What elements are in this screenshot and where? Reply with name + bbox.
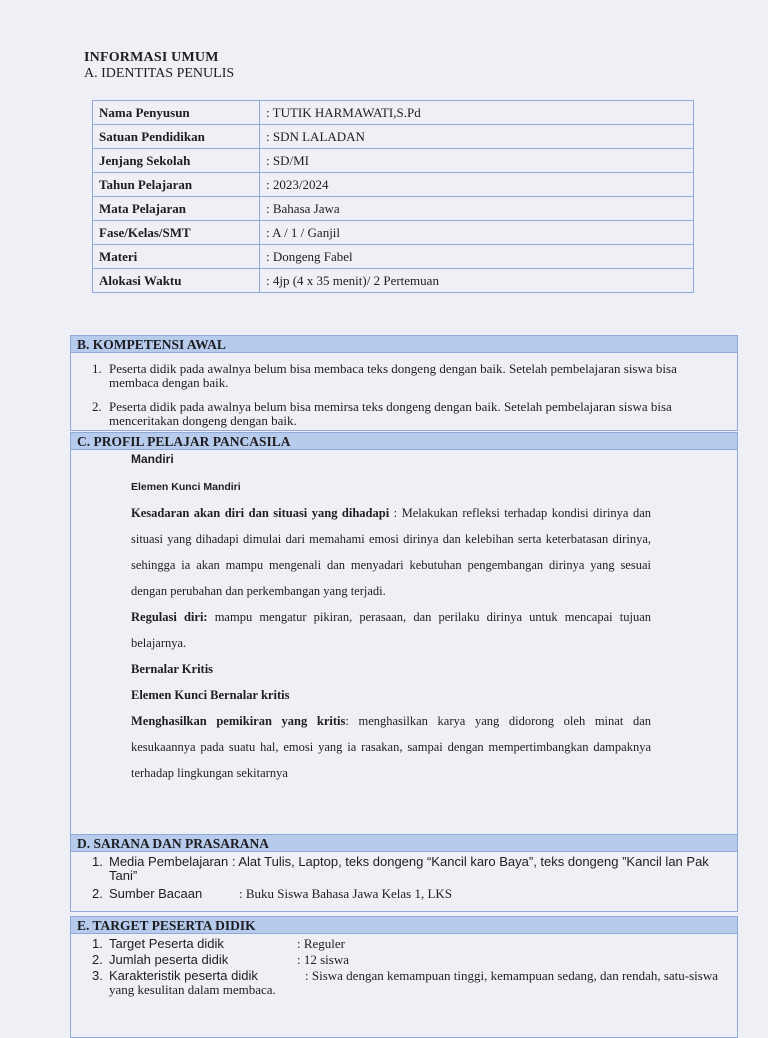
item-value: : Buku Siswa Bahasa Jawa Kelas 1, LKS: [239, 886, 453, 901]
row-value: : Dongeng Fabel: [260, 245, 694, 269]
item-number: 2.: [92, 886, 103, 901]
item-number: 3.: [92, 968, 103, 983]
table-row: [93, 173, 694, 197]
kesadaran-paragraph: [131, 500, 651, 604]
row-value: : SD/MI: [260, 149, 694, 173]
row-key: Alokasi Waktu: [93, 269, 260, 293]
table-row: [93, 101, 694, 125]
list-item: [71, 937, 727, 953]
list-item: [71, 953, 727, 969]
row-value: : Bahasa Jawa: [260, 197, 694, 221]
item-value: : Reguler: [297, 936, 346, 951]
kompetensi-awal-heading: B. KOMPETENSI AWAL: [71, 336, 737, 353]
item-value: : Siswa dengan kemampuan tinggi, kemampuan sedang, dan rendah, satu-siswa yang kesulitan dalam membaca.: [109, 968, 719, 997]
regulasi-label: Regulasi diri:: [131, 610, 208, 624]
target-peserta-heading: E. TARGET PESERTA DIDIK: [71, 917, 737, 934]
kompetensi-awal-section: [70, 335, 738, 431]
row-key: Fase/Kelas/SMT: [93, 221, 260, 245]
identitas-penulis-subtitle: A. IDENTITAS PENULIS: [84, 66, 235, 81]
regulasi-paragraph: [131, 604, 651, 656]
row-key: Jenjang Sekolah: [93, 149, 260, 173]
bernalar-kritis-title: Bernalar Kritis: [131, 662, 214, 676]
item-value: : 12 siswa: [297, 952, 349, 967]
list-item: [71, 969, 727, 997]
item-number: 2.: [92, 399, 102, 414]
row-key: Materi: [93, 245, 260, 269]
item-text: Peserta didik pada awalnya belum bisa memirsa teks dongeng dengan baik. Setelah pembelajaran siswa bisa menceritakan dongeng dengan baik.: [109, 399, 672, 428]
row-key: Nama Penyusun: [93, 101, 260, 125]
row-value: : TUTIK HARMAWATI,S.Pd: [260, 101, 694, 125]
table-row: [93, 149, 694, 173]
table-row: [93, 245, 694, 269]
row-key: Mata Pelajaran: [93, 197, 260, 221]
list-item: [71, 887, 727, 901]
sarana-prasarana-section: [70, 834, 738, 912]
item-number: 1.: [92, 936, 103, 951]
item-label: Karakteristik peserta didik: [109, 968, 258, 983]
list-item: [71, 362, 729, 400]
item-label: Jumlah peserta didik: [109, 952, 229, 967]
row-value: : A / 1 / Ganjil: [260, 221, 694, 245]
item-number: 1.: [92, 854, 103, 869]
menghasilkan-text: : menghasilkan karya yang didorong oleh minat dan kesukaannya pada suatu hal, emosi yang ia rasakan, sampai dengan mempertimbangkan dampaknya terhadap lingkungan sekitarnya: [131, 714, 651, 780]
table-row: [93, 197, 694, 221]
menghasilkan-paragraph: [131, 708, 651, 786]
row-key: Tahun Pelajaran: [93, 173, 260, 197]
profil-pelajar-heading: C. PROFIL PELAJAR PANCASILA: [71, 433, 737, 450]
list-item: [71, 855, 727, 887]
item-label: Sumber Bacaan: [109, 886, 203, 901]
informasi-umum-title: INFORMASI UMUM: [84, 50, 219, 65]
mandiri-elemen-title: Elemen Kunci Mandiri: [131, 481, 241, 493]
table-row: [93, 125, 694, 149]
item-text: Media Pembelajaran : Alat Tulis, Laptop, teks dongeng “Kancil karo Baya”, teks dongeng ”Kancil lan Pak Tani”: [109, 854, 709, 883]
list-item: [71, 400, 729, 428]
table-row: [93, 269, 694, 293]
bernalar-elemen-title: Elemen Kunci Bernalar kritis: [131, 688, 290, 702]
menghasilkan-label: Menghasilkan pemikiran yang kritis: [131, 714, 346, 728]
item-number: 2.: [92, 952, 103, 967]
row-value: : 2023/2024: [260, 173, 694, 197]
sarana-prasarana-heading: D. SARANA DAN PRASARANA: [71, 835, 737, 852]
identitas-table: [92, 100, 694, 293]
item-number: 1.: [92, 361, 102, 376]
row-key: Satuan Pendidikan: [93, 125, 260, 149]
profil-pelajar-section: [70, 432, 738, 838]
kesadaran-label: Kesadaran akan diri dan situasi yang dihadapi: [131, 506, 390, 520]
target-peserta-section: [70, 916, 738, 1038]
item-text: Peserta didik pada awalnya belum bisa membaca teks dongeng dengan baik. Setelah pembelajaran siswa bisa membaca dengan baik.: [109, 361, 677, 390]
table-row: [93, 221, 694, 245]
row-value: : 4jp (4 x 35 menit)/ 2 Pertemuan: [260, 269, 694, 293]
mandiri-title: Mandiri: [131, 452, 174, 466]
regulasi-text: mampu mengatur pikiran, perasaan, dan perilaku dirinya untuk mencapai tujuan belajarnya.: [131, 610, 651, 650]
row-value: : SDN LALADAN: [260, 125, 694, 149]
item-label: Target Peserta didik: [109, 936, 224, 951]
kesadaran-text: : Melakukan refleksi terhadap kondisi dirinya dan situasi yang dihadapi dimulai dari memahami emosi dirinya dan kelebihan serta keterbatasan dirinya, sehingga ia akan mampu mengenali dan menyadari kebutuhan pengembangan dirinya yang sesuai dengan perubahan dan perkembangan yang terjadi.: [131, 506, 651, 598]
